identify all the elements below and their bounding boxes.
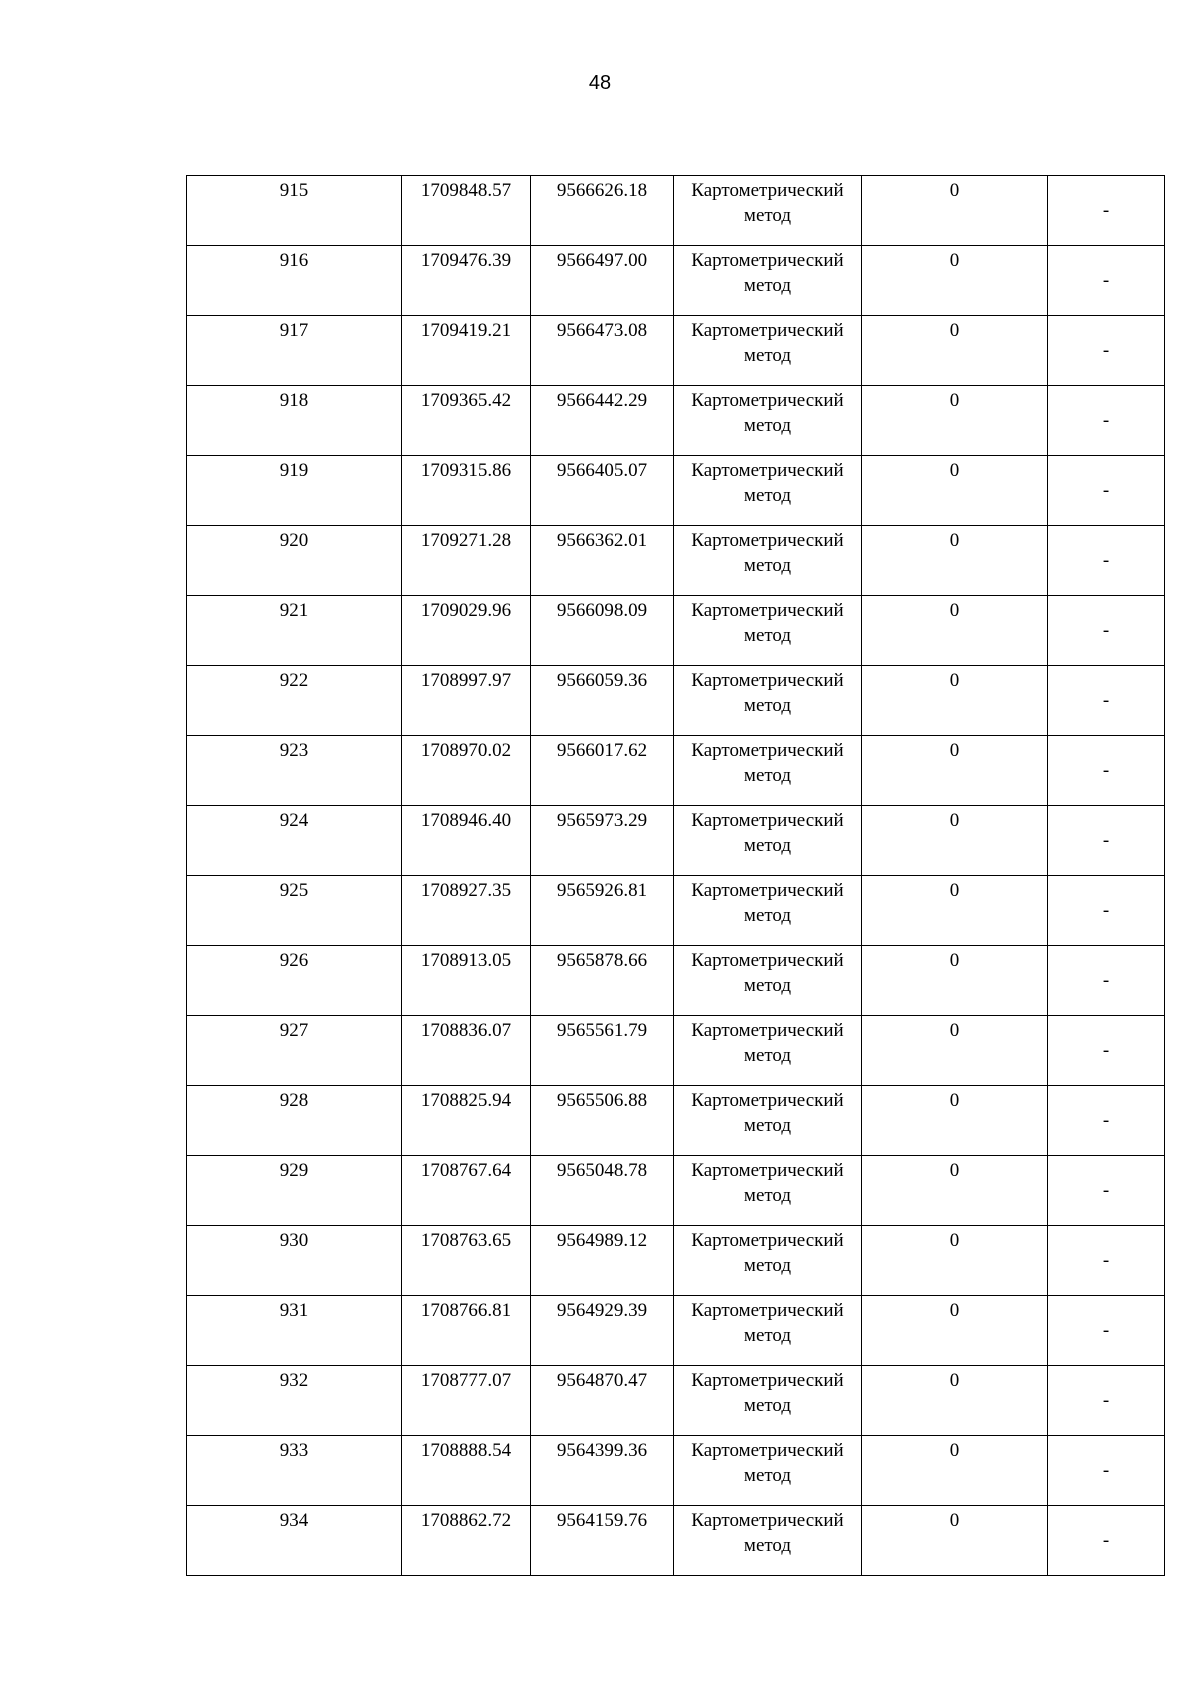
x-coordinate-cell <box>402 666 531 736</box>
y-coordinate-cell <box>531 946 674 1016</box>
y-coordinate-cell <box>531 1506 674 1576</box>
x-coordinate-text: 1708777.07 <box>420 1370 512 1391</box>
table-row <box>187 806 1165 876</box>
y-coordinate-cell <box>531 386 674 456</box>
table-row <box>187 876 1165 946</box>
x-coordinate-text: 1708946.40 <box>420 810 512 831</box>
error-cell <box>862 1226 1048 1296</box>
point-number-cell <box>187 1436 402 1506</box>
note-text: - <box>1102 970 1110 991</box>
y-coordinate-cell <box>531 1156 674 1226</box>
point-number-cell <box>187 456 402 526</box>
x-coordinate-text: 1708927.35 <box>420 880 512 901</box>
x-coordinate-cell <box>402 246 531 316</box>
point-number-text: 930 <box>279 1230 309 1251</box>
error-text: 0 <box>949 180 960 201</box>
method-cell <box>674 946 862 1016</box>
method-cell <box>674 1086 862 1156</box>
x-coordinate-cell <box>402 1436 531 1506</box>
x-coordinate-cell <box>402 736 531 806</box>
point-number-cell <box>187 176 402 246</box>
method-text: Картометрический метод <box>691 880 844 926</box>
point-number-text: 919 <box>279 460 309 481</box>
point-number-text: 918 <box>279 390 309 411</box>
point-number-cell <box>187 1366 402 1436</box>
x-coordinate-text: 1709271.28 <box>420 530 512 551</box>
x-coordinate-cell <box>402 946 531 1016</box>
error-cell <box>862 596 1048 666</box>
y-coordinate-text: 9566497.00 <box>556 250 648 271</box>
x-coordinate-text: 1709476.39 <box>420 250 512 271</box>
note-cell <box>1048 176 1165 246</box>
note-text: - <box>1102 340 1110 361</box>
note-cell <box>1048 806 1165 876</box>
x-coordinate-cell <box>402 1016 531 1086</box>
x-coordinate-cell <box>402 456 531 526</box>
point-number-cell <box>187 806 402 876</box>
table-row <box>187 946 1165 1016</box>
table-row <box>187 736 1165 806</box>
point-number-text: 925 <box>279 880 309 901</box>
method-text: Картометрический метод <box>691 1020 844 1066</box>
note-text: - <box>1102 270 1110 291</box>
y-coordinate-text: 9565506.88 <box>556 1090 648 1111</box>
x-coordinate-text: 1708763.65 <box>420 1230 512 1251</box>
y-coordinate-cell <box>531 596 674 666</box>
y-coordinate-cell <box>531 666 674 736</box>
x-coordinate-text: 1708997.97 <box>420 670 512 691</box>
method-cell <box>674 316 862 386</box>
error-text: 0 <box>949 1300 960 1321</box>
point-number-text: 924 <box>279 810 309 831</box>
y-coordinate-cell <box>531 876 674 946</box>
error-cell <box>862 1156 1048 1226</box>
y-coordinate-text: 9566626.18 <box>556 180 648 201</box>
error-cell <box>862 316 1048 386</box>
x-coordinate-cell <box>402 596 531 666</box>
error-cell <box>862 1366 1048 1436</box>
y-coordinate-cell <box>531 1436 674 1506</box>
x-coordinate-cell <box>402 1086 531 1156</box>
point-number-text: 916 <box>279 250 309 271</box>
table-row <box>187 1156 1165 1226</box>
x-coordinate-text: 1708913.05 <box>420 950 512 971</box>
note-cell <box>1048 1086 1165 1156</box>
x-coordinate-text: 1709848.57 <box>420 180 512 201</box>
point-number-text: 922 <box>279 670 309 691</box>
y-coordinate-cell <box>531 1016 674 1086</box>
table-row <box>187 1506 1165 1576</box>
method-text: Картометрический метод <box>691 460 844 506</box>
x-coordinate-cell <box>402 876 531 946</box>
x-coordinate-cell <box>402 806 531 876</box>
error-cell <box>862 246 1048 316</box>
error-text: 0 <box>949 460 960 481</box>
method-cell <box>674 1366 862 1436</box>
method-cell <box>674 1226 862 1296</box>
note-text: - <box>1102 900 1110 921</box>
table-row <box>187 1366 1165 1436</box>
note-text: - <box>1102 1390 1110 1411</box>
table-row <box>187 456 1165 526</box>
table-row <box>187 316 1165 386</box>
note-cell <box>1048 736 1165 806</box>
x-coordinate-text: 1708836.07 <box>420 1020 512 1041</box>
y-coordinate-text: 9566405.07 <box>556 460 648 481</box>
method-text: Картометрический метод <box>691 1510 844 1556</box>
x-coordinate-text: 1708767.64 <box>420 1160 512 1181</box>
y-coordinate-text: 9566442.29 <box>556 390 648 411</box>
table-row <box>187 1016 1165 1086</box>
method-cell <box>674 176 862 246</box>
x-coordinate-cell <box>402 1506 531 1576</box>
error-cell <box>862 1016 1048 1086</box>
y-coordinate-text: 9566473.08 <box>556 320 648 341</box>
method-cell <box>674 526 862 596</box>
x-coordinate-cell <box>402 1226 531 1296</box>
method-text: Картометрический метод <box>691 1300 844 1346</box>
table-row <box>187 526 1165 596</box>
x-coordinate-text: 1708825.94 <box>420 1090 512 1111</box>
note-text: - <box>1102 200 1110 221</box>
error-text: 0 <box>949 950 960 971</box>
y-coordinate-text: 9566059.36 <box>556 670 648 691</box>
note-cell <box>1048 316 1165 386</box>
method-text: Картометрический метод <box>691 600 844 646</box>
point-number-cell <box>187 1156 402 1226</box>
point-number-cell <box>187 596 402 666</box>
x-coordinate-text: 1709365.42 <box>420 390 512 411</box>
y-coordinate-cell <box>531 526 674 596</box>
note-text: - <box>1102 760 1110 781</box>
y-coordinate-cell <box>531 246 674 316</box>
method-text: Картометрический метод <box>691 390 844 436</box>
point-number-text: 932 <box>279 1370 309 1391</box>
x-coordinate-cell <box>402 386 531 456</box>
note-text: - <box>1102 620 1110 641</box>
method-cell <box>674 736 862 806</box>
point-number-cell <box>187 386 402 456</box>
error-text: 0 <box>949 250 960 271</box>
method-cell <box>674 806 862 876</box>
method-text: Картометрический метод <box>691 670 844 716</box>
note-text: - <box>1102 480 1110 501</box>
note-text: - <box>1102 1180 1110 1201</box>
x-coordinate-cell <box>402 1366 531 1436</box>
note-cell <box>1048 946 1165 1016</box>
method-text: Картометрический метод <box>691 1230 844 1276</box>
y-coordinate-cell <box>531 316 674 386</box>
note-cell <box>1048 456 1165 526</box>
method-cell <box>674 386 862 456</box>
note-cell <box>1048 386 1165 456</box>
note-cell <box>1048 876 1165 946</box>
y-coordinate-cell <box>531 736 674 806</box>
error-text: 0 <box>949 740 960 761</box>
point-number-text: 923 <box>279 740 309 761</box>
point-number-text: 915 <box>279 180 309 201</box>
error-cell <box>862 1436 1048 1506</box>
method-text: Картометрический метод <box>691 250 844 296</box>
note-cell <box>1048 1296 1165 1366</box>
y-coordinate-cell <box>531 1296 674 1366</box>
point-number-text: 929 <box>279 1160 309 1181</box>
point-number-cell <box>187 1226 402 1296</box>
y-coordinate-cell <box>531 456 674 526</box>
table-row <box>187 1226 1165 1296</box>
point-number-cell <box>187 246 402 316</box>
error-cell <box>862 456 1048 526</box>
x-coordinate-text: 1708862.72 <box>420 1510 512 1531</box>
error-text: 0 <box>949 390 960 411</box>
point-number-cell <box>187 876 402 946</box>
error-text: 0 <box>949 320 960 341</box>
note-cell <box>1048 1016 1165 1086</box>
method-cell <box>674 1016 862 1086</box>
note-text: - <box>1102 1460 1110 1481</box>
method-cell <box>674 1156 862 1226</box>
point-number-cell <box>187 1016 402 1086</box>
point-number-text: 931 <box>279 1300 309 1321</box>
y-coordinate-text: 9566362.01 <box>556 530 648 551</box>
table-row <box>187 666 1165 736</box>
y-coordinate-text: 9564929.39 <box>556 1300 648 1321</box>
note-cell <box>1048 526 1165 596</box>
x-coordinate-cell <box>402 526 531 596</box>
error-text: 0 <box>949 810 960 831</box>
point-number-text: 928 <box>279 1090 309 1111</box>
error-text: 0 <box>949 1230 960 1251</box>
error-text: 0 <box>949 1020 960 1041</box>
point-number-cell <box>187 946 402 1016</box>
x-coordinate-cell <box>402 176 531 246</box>
y-coordinate-text: 9565973.29 <box>556 810 648 831</box>
error-cell <box>862 1506 1048 1576</box>
table-row <box>187 596 1165 666</box>
note-cell <box>1048 1366 1165 1436</box>
point-number-text: 926 <box>279 950 309 971</box>
method-text: Картометрический метод <box>691 320 844 366</box>
method-cell <box>674 456 862 526</box>
error-text: 0 <box>949 600 960 621</box>
note-cell <box>1048 246 1165 316</box>
y-coordinate-text: 9564870.47 <box>556 1370 648 1391</box>
method-cell <box>674 876 862 946</box>
error-cell <box>862 1296 1048 1366</box>
error-cell <box>862 176 1048 246</box>
method-text: Картометрический метод <box>691 180 844 226</box>
y-coordinate-cell <box>531 1086 674 1156</box>
point-number-cell <box>187 666 402 736</box>
error-cell <box>862 806 1048 876</box>
method-cell <box>674 1296 862 1366</box>
note-text: - <box>1102 1320 1110 1341</box>
point-number-text: 927 <box>279 1020 309 1041</box>
error-text: 0 <box>949 1510 960 1531</box>
note-text: - <box>1102 1530 1110 1551</box>
point-number-text: 920 <box>279 530 309 551</box>
point-number-cell <box>187 316 402 386</box>
error-text: 0 <box>949 1160 960 1181</box>
x-coordinate-text: 1709315.86 <box>420 460 512 481</box>
method-cell <box>674 596 862 666</box>
y-coordinate-cell <box>531 1366 674 1436</box>
point-number-cell <box>187 526 402 596</box>
note-cell <box>1048 1156 1165 1226</box>
note-text: - <box>1102 690 1110 711</box>
error-text: 0 <box>949 880 960 901</box>
point-number-text: 933 <box>279 1440 309 1461</box>
error-cell <box>862 386 1048 456</box>
method-text: Картометрический метод <box>691 810 844 856</box>
y-coordinate-cell <box>531 1226 674 1296</box>
method-text: Картометрический метод <box>691 1370 844 1416</box>
y-coordinate-text: 9564989.12 <box>556 1230 648 1251</box>
point-number-cell <box>187 1086 402 1156</box>
page-number: 48 <box>588 72 612 94</box>
method-cell <box>674 1506 862 1576</box>
table-body <box>187 176 1165 1576</box>
note-cell <box>1048 596 1165 666</box>
note-cell <box>1048 1436 1165 1506</box>
point-number-cell <box>187 736 402 806</box>
error-cell <box>862 736 1048 806</box>
x-coordinate-text: 1708766.81 <box>420 1300 512 1321</box>
table-row <box>187 1296 1165 1366</box>
error-text: 0 <box>949 1370 960 1391</box>
note-text: - <box>1102 1250 1110 1271</box>
y-coordinate-text: 9565561.79 <box>556 1020 648 1041</box>
method-text: Картометрический метод <box>691 740 844 786</box>
method-cell <box>674 1436 862 1506</box>
error-cell <box>862 946 1048 1016</box>
error-text: 0 <box>949 530 960 551</box>
error-cell <box>862 526 1048 596</box>
coordinates-table <box>186 175 1165 1576</box>
method-text: Картометрический метод <box>691 1440 844 1486</box>
method-text: Картометрический метод <box>691 1160 844 1206</box>
y-coordinate-text: 9566098.09 <box>556 600 648 621</box>
y-coordinate-text: 9564159.76 <box>556 1510 648 1531</box>
x-coordinate-text: 1708970.02 <box>420 740 512 761</box>
point-number-cell <box>187 1506 402 1576</box>
x-coordinate-cell <box>402 316 531 386</box>
note-text: - <box>1102 410 1110 431</box>
point-number-cell <box>187 1296 402 1366</box>
method-text: Картометрический метод <box>691 1090 844 1136</box>
table-row <box>187 176 1165 246</box>
x-coordinate-cell <box>402 1156 531 1226</box>
table-row <box>187 1436 1165 1506</box>
note-text: - <box>1102 1110 1110 1131</box>
y-coordinate-text: 9565878.66 <box>556 950 648 971</box>
error-text: 0 <box>949 670 960 691</box>
y-coordinate-text: 9566017.62 <box>556 740 648 761</box>
y-coordinate-cell <box>531 176 674 246</box>
note-text: - <box>1102 550 1110 571</box>
method-text: Картометрический метод <box>691 530 844 576</box>
y-coordinate-text: 9565048.78 <box>556 1160 648 1181</box>
error-cell <box>862 876 1048 946</box>
error-text: 0 <box>949 1090 960 1111</box>
method-cell <box>674 246 862 316</box>
error-cell <box>862 1086 1048 1156</box>
y-coordinate-text: 9564399.36 <box>556 1440 648 1461</box>
note-cell <box>1048 1506 1165 1576</box>
y-coordinate-cell <box>531 806 674 876</box>
x-coordinate-text: 1709029.96 <box>420 600 512 621</box>
method-text: Картометрический метод <box>691 950 844 996</box>
x-coordinate-cell <box>402 1296 531 1366</box>
note-cell <box>1048 1226 1165 1296</box>
x-coordinate-text: 1709419.21 <box>420 320 512 341</box>
note-cell <box>1048 666 1165 736</box>
x-coordinate-text: 1708888.54 <box>420 1440 512 1461</box>
point-number-text: 934 <box>279 1510 309 1531</box>
y-coordinate-text: 9565926.81 <box>556 880 648 901</box>
point-number-text: 921 <box>279 600 309 621</box>
point-number-text: 917 <box>279 320 309 341</box>
error-cell <box>862 666 1048 736</box>
table-row <box>187 246 1165 316</box>
method-cell <box>674 666 862 736</box>
note-text: - <box>1102 830 1110 851</box>
note-text: - <box>1102 1040 1110 1061</box>
table-row <box>187 386 1165 456</box>
error-text: 0 <box>949 1440 960 1461</box>
table-row <box>187 1086 1165 1156</box>
